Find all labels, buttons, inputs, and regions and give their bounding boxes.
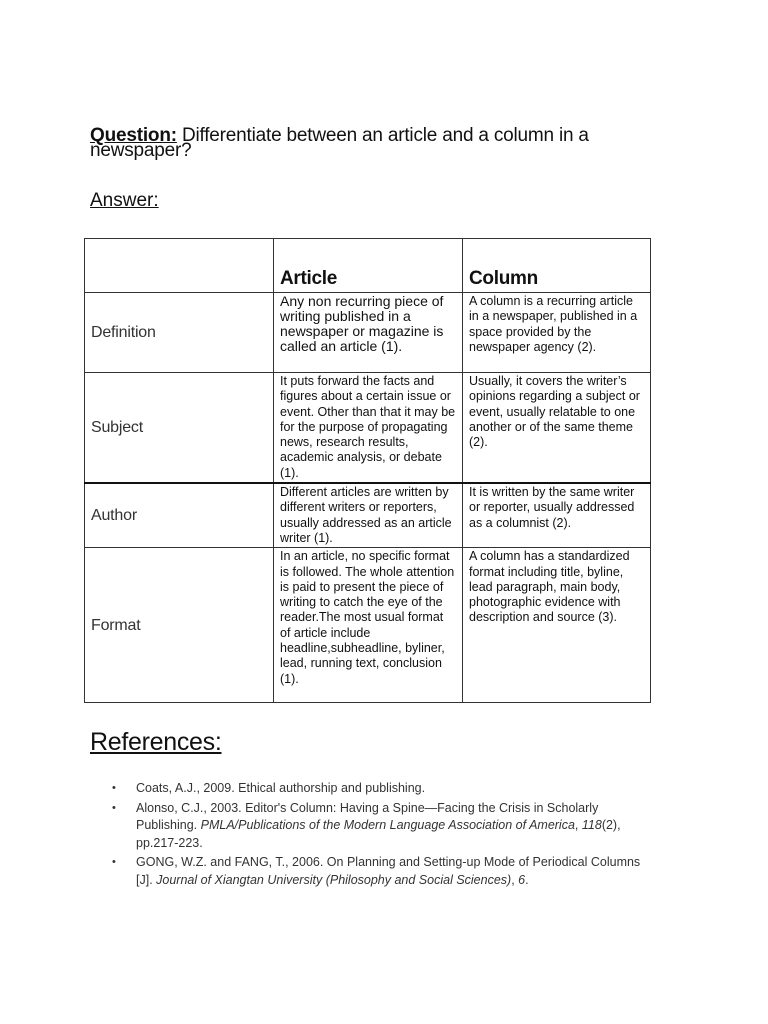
header-cell-empty bbox=[85, 239, 274, 293]
row-label-definition: Definition bbox=[85, 293, 274, 373]
answer-label: Answer: bbox=[90, 190, 159, 211]
table-row bbox=[85, 483, 651, 548]
reference-sep: , bbox=[511, 872, 519, 887]
bullet-icon: • bbox=[112, 801, 116, 814]
comparison-table bbox=[84, 238, 651, 703]
cell-column-subject: Usually, it covers the writer’s opinions regarding a subject or event, usually relatable to one another or of the same theme (2). bbox=[463, 373, 651, 484]
list-item bbox=[112, 854, 652, 889]
table-row bbox=[85, 548, 651, 703]
cell-article-definition: Any non recurring piece of writing published in a newspaper or magazine is called an article (1). bbox=[274, 293, 463, 373]
bullet-icon: • bbox=[112, 782, 116, 794]
cell-article-author: Different articles are written by different writers or reporters, usually addressed as an article writer (1). bbox=[274, 483, 463, 548]
question-text: Differentiate between an article and a column in a newspaper? bbox=[90, 125, 589, 161]
cell-article-format: In an article, no specific format is followed. The whole attention is paid to present the piece of writing to catch the eye of the reader.The most usual format of article include headline,subheadline, byliner, lead, running text, conclusion (1). bbox=[274, 548, 463, 703]
references-list bbox=[112, 780, 652, 891]
list-item bbox=[112, 800, 652, 853]
cell-column-author: It is written by the same writer or reporter, usually addressed as a columnist (2). bbox=[463, 483, 651, 548]
table-header-row bbox=[85, 239, 651, 293]
reference-volume: 118 bbox=[581, 818, 602, 832]
cell-column-definition: A column is a recurring article in a newspaper, published in a space provided by the newspaper agency (2). bbox=[463, 293, 651, 373]
header-column: Column bbox=[463, 239, 651, 293]
row-label-subject: Subject bbox=[85, 373, 274, 484]
reference-journal: PMLA/Publications of the Modern Language Association of America bbox=[200, 818, 575, 832]
row-label-format: Format bbox=[85, 548, 274, 703]
references-title: References: bbox=[90, 728, 222, 756]
list-item bbox=[112, 780, 652, 798]
reference-pages: (2), pp.217-223. bbox=[136, 818, 621, 850]
table-row bbox=[85, 293, 651, 373]
question-label: Question: bbox=[90, 125, 177, 146]
reference-text: GONG, W.Z. and FANG, T., 2006. On Planning and Setting-up Mode of Periodical Columns [J]. bbox=[136, 855, 641, 887]
cell-article-subject: It puts forward the facts and figures about a certain issue or event. Other than that it may be for the purpose of propagating news, research results, academic analysis, or debate (1). bbox=[274, 373, 463, 484]
reference-sep: , bbox=[574, 818, 582, 832]
reference-volume: 6 bbox=[518, 872, 526, 887]
reference-end: . bbox=[525, 872, 529, 887]
reference-text: Alonso, C.J., 2003. Editor's Column: Having a Spine—Facing the Crisis in Scholarly Publishing. bbox=[136, 800, 599, 832]
row-label-author: Author bbox=[85, 483, 274, 548]
table-row bbox=[85, 373, 651, 484]
reference-journal: Journal of Xiangtan University (Philosophy and Social Sciences) bbox=[156, 872, 512, 887]
cell-column-format: A column has a standardized format including title, byline, lead paragraph, main body, photographic evidence with description and source (3). bbox=[463, 548, 651, 703]
reference-text: Coats, A.J., 2009. Ethical authorship and publishing. bbox=[136, 781, 426, 795]
question bbox=[90, 125, 680, 161]
header-article: Article bbox=[274, 239, 463, 293]
bullet-icon: • bbox=[112, 856, 116, 868]
